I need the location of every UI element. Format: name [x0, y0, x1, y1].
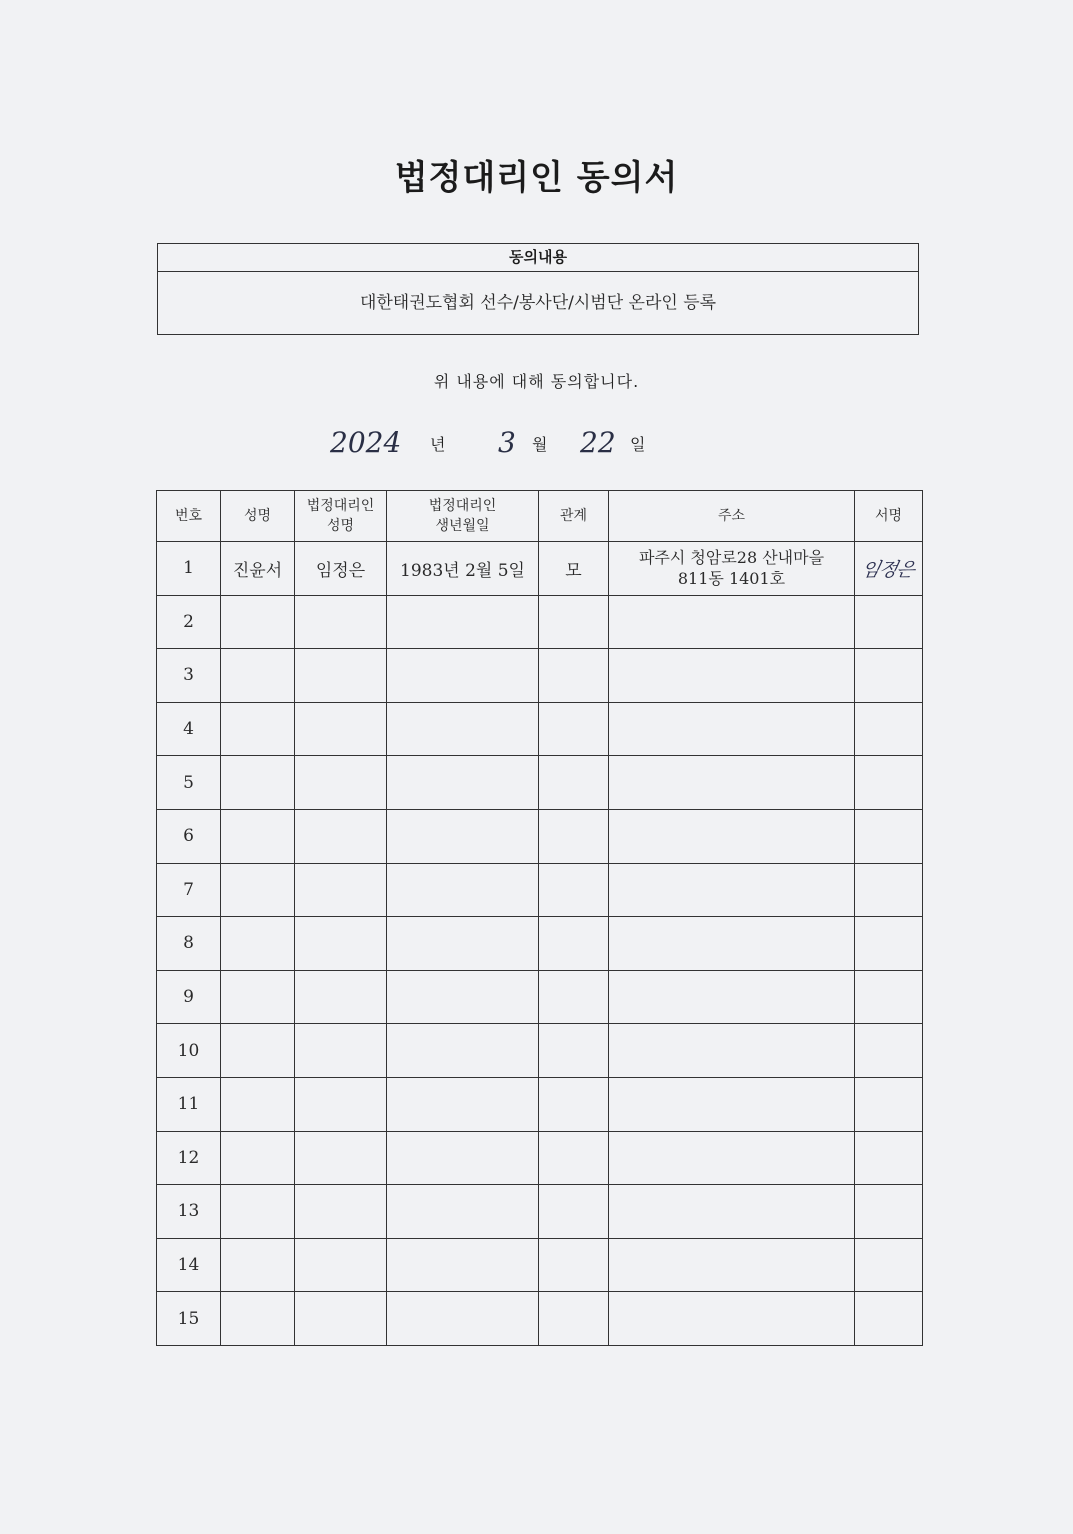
cell-relation	[539, 649, 609, 703]
cell-guardian-birth	[387, 970, 539, 1024]
date-month: 3	[498, 426, 516, 459]
table-row	[157, 702, 923, 756]
cell-guardian-birth	[387, 649, 539, 703]
cell-signature	[855, 756, 923, 810]
cell-signature	[855, 595, 923, 649]
cell-signature	[855, 649, 923, 703]
cell-address	[609, 809, 855, 863]
cell-name	[221, 917, 295, 971]
cell-guardian-birth	[387, 1238, 539, 1292]
cell-relation	[539, 1238, 609, 1292]
guardian-table	[156, 490, 922, 1346]
cell-signature	[855, 542, 923, 596]
cell-relation	[539, 702, 609, 756]
cell-name	[221, 809, 295, 863]
cell-signature	[855, 1131, 923, 1185]
cell-signature	[855, 863, 923, 917]
table-row	[157, 1077, 923, 1131]
cell-name: 진윤서	[221, 542, 295, 596]
cell-relation	[539, 809, 609, 863]
cell-signature	[855, 809, 923, 863]
cell-relation	[539, 1131, 609, 1185]
cell-signature	[855, 702, 923, 756]
cell-guardian-birth	[387, 702, 539, 756]
cell-guardian-name	[295, 1238, 387, 1292]
date-year: 2024	[330, 426, 402, 459]
cell-no: 3	[157, 649, 221, 703]
table-row	[157, 809, 923, 863]
cell-address	[609, 1024, 855, 1078]
cell-no: 1	[157, 542, 221, 596]
header-signature: 서명	[855, 491, 923, 542]
cell-guardian-birth: 1983년 2월 5일	[387, 542, 539, 596]
cell-guardian-birth	[387, 917, 539, 971]
cell-no: 6	[157, 809, 221, 863]
cell-address	[609, 1077, 855, 1131]
cell-guardian-name	[295, 702, 387, 756]
cell-guardian-birth	[387, 1185, 539, 1239]
cell-name	[221, 1238, 295, 1292]
cell-guardian-name	[295, 917, 387, 971]
cell-name	[221, 756, 295, 810]
cell-guardian-birth	[387, 756, 539, 810]
cell-name	[221, 970, 295, 1024]
cell-guardian-name	[295, 595, 387, 649]
cell-address	[609, 595, 855, 649]
table-row	[157, 649, 923, 703]
document-title: 법정대리인 동의서	[394, 158, 679, 198]
cell-address	[609, 1185, 855, 1239]
table-row	[157, 970, 923, 1024]
cell-address	[609, 1131, 855, 1185]
agreement-statement: 위 내용에 대해 동의합니다.	[433, 372, 640, 391]
cell-address	[609, 917, 855, 971]
cell-guardian-name	[295, 1292, 387, 1346]
table-row	[157, 1185, 923, 1239]
signature-mark: 임정은	[859, 558, 917, 581]
cell-guardian-name	[295, 649, 387, 703]
cell-address	[609, 863, 855, 917]
cell-address	[609, 1292, 855, 1346]
cell-guardian-name	[295, 756, 387, 810]
cell-no: 10	[157, 1024, 221, 1078]
cell-signature	[855, 1292, 923, 1346]
cell-no: 8	[157, 917, 221, 971]
cell-relation	[539, 1077, 609, 1131]
cell-guardian-name	[295, 863, 387, 917]
cell-address	[609, 1238, 855, 1292]
cell-name	[221, 595, 295, 649]
cell-guardian-name	[295, 809, 387, 863]
cell-relation	[539, 595, 609, 649]
cell-guardian-birth	[387, 1131, 539, 1185]
cell-name	[221, 1292, 295, 1346]
cell-address	[609, 970, 855, 1024]
cell-no: 13	[157, 1185, 221, 1239]
cell-signature	[855, 917, 923, 971]
cell-no: 5	[157, 756, 221, 810]
cell-relation	[539, 756, 609, 810]
cell-guardian-birth	[387, 863, 539, 917]
consent-box	[157, 243, 919, 335]
cell-guardian-birth	[387, 1292, 539, 1346]
cell-guardian-birth	[387, 595, 539, 649]
cell-no: 11	[157, 1077, 221, 1131]
cell-relation	[539, 1185, 609, 1239]
table-row	[157, 756, 923, 810]
date-line	[0, 420, 1073, 470]
table-row	[157, 917, 923, 971]
date-year-unit: 년	[430, 435, 446, 454]
cell-signature	[855, 970, 923, 1024]
cell-guardian-name	[295, 1077, 387, 1131]
cell-relation	[539, 1292, 609, 1346]
cell-address	[609, 649, 855, 703]
table-row	[157, 863, 923, 917]
cell-no: 9	[157, 970, 221, 1024]
table-row	[157, 1238, 923, 1292]
table-row	[157, 1292, 923, 1346]
header-address: 주소	[609, 491, 855, 542]
cell-guardian-birth	[387, 1077, 539, 1131]
consent-content: 대한태권도협회 선수/봉사단/시범단 온라인 등록	[359, 293, 717, 313]
cell-no: 2	[157, 595, 221, 649]
cell-guardian-birth	[387, 1024, 539, 1078]
table-row	[157, 542, 923, 596]
cell-name	[221, 702, 295, 756]
cell-address	[609, 756, 855, 810]
cell-no: 4	[157, 702, 221, 756]
cell-name	[221, 1131, 295, 1185]
cell-guardian-name	[295, 1024, 387, 1078]
cell-relation	[539, 970, 609, 1024]
cell-address: 파주시 청암로28 산내마을 811동 1401호	[609, 542, 855, 596]
cell-name	[221, 1185, 295, 1239]
consent-header: 동의내용	[158, 244, 918, 272]
cell-no: 14	[157, 1238, 221, 1292]
date-day-unit: 일	[630, 435, 646, 454]
cell-signature	[855, 1238, 923, 1292]
cell-guardian-name	[295, 970, 387, 1024]
cell-guardian-name: 임정은	[295, 542, 387, 596]
date-month-unit: 월	[532, 435, 548, 454]
cell-signature	[855, 1185, 923, 1239]
cell-name	[221, 1024, 295, 1078]
cell-guardian-name	[295, 1185, 387, 1239]
header-no: 번호	[157, 491, 221, 542]
cell-guardian-name	[295, 1131, 387, 1185]
cell-relation	[539, 1024, 609, 1078]
cell-guardian-birth	[387, 809, 539, 863]
table-row	[157, 1131, 923, 1185]
cell-name	[221, 649, 295, 703]
cell-name	[221, 1077, 295, 1131]
cell-signature	[855, 1077, 923, 1131]
table-row	[157, 1024, 923, 1078]
cell-no: 12	[157, 1131, 221, 1185]
header-relation: 관계	[539, 491, 609, 542]
header-guardian-birth: 법정대리인 생년월일	[387, 491, 539, 542]
cell-relation: 모	[539, 542, 609, 596]
cell-no: 7	[157, 863, 221, 917]
table-header-row	[157, 491, 923, 542]
cell-address	[609, 702, 855, 756]
cell-relation	[539, 917, 609, 971]
header-name: 성명	[221, 491, 295, 542]
header-guardian-name: 법정대리인 성명	[295, 491, 387, 542]
cell-signature	[855, 1024, 923, 1078]
table-row	[157, 595, 923, 649]
cell-relation	[539, 863, 609, 917]
cell-name	[221, 863, 295, 917]
date-day: 22	[580, 426, 616, 459]
cell-no: 15	[157, 1292, 221, 1346]
